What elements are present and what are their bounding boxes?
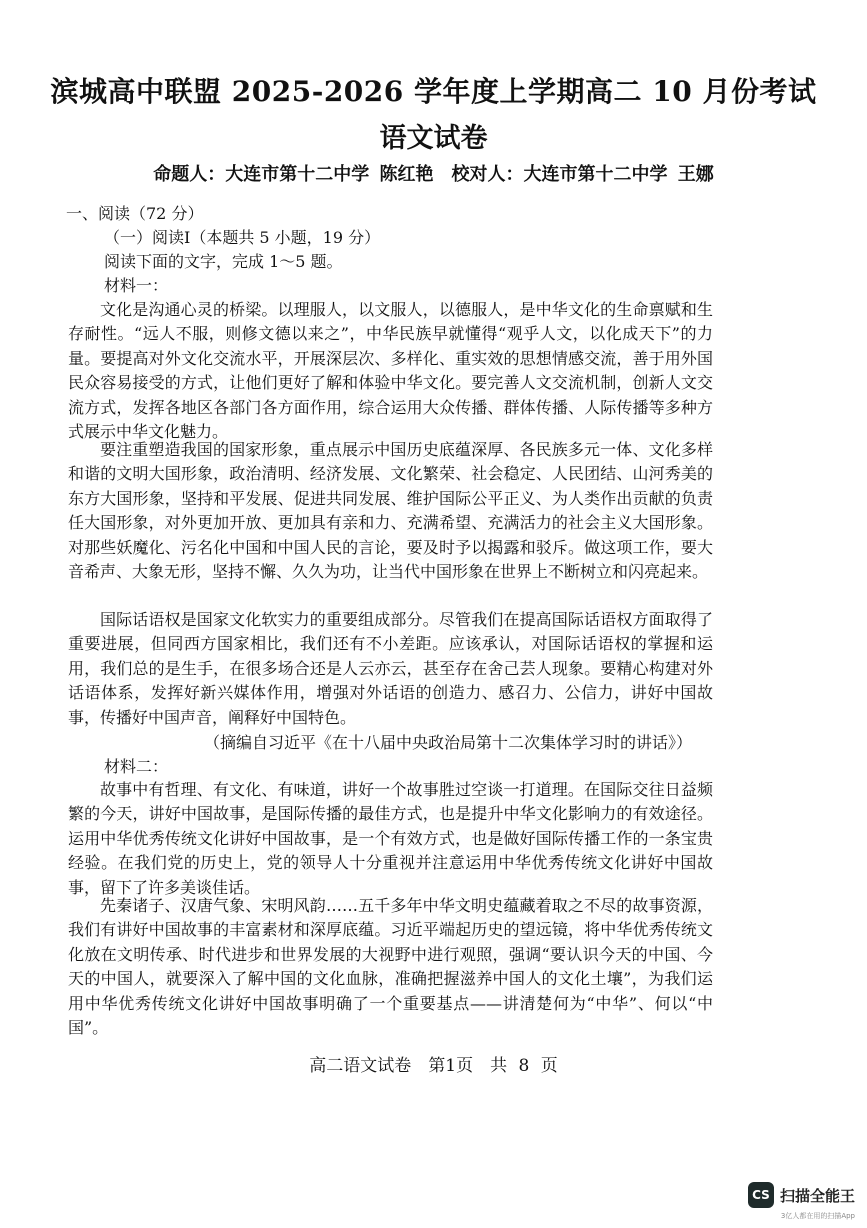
instruction: 阅读下面的文字，完成 1～5 题。 [104, 252, 343, 271]
material1-source: （摘编自习近平《在十八届中央政治局第十二次集体学习时的讲话》） [204, 733, 693, 752]
material2-paragraph-2: 先秦诸子、汉唐气象、宋明风韵……五千多年中华文明史蕴藏着取之不尽的故事资源，我们有讲好中国故事的丰富素材和深厚底蕴。习近平端起历史的望远镜，将中华优秀传统文化放在文明传承、时代进步和世界发展的大视野中进行观照，强调“要认识今天的中国、今天的中国人，就要深入了解中国的文化血脉，准确把握滋养中国人的文化土壤”，为我们运用中华优秀传统文化讲好中国故事明确了一个重要基点——讲清楚何为“中华”、何以“中国”。 [68, 896, 713, 1038]
page-footer: 高二语文试卷 第1页 共 8 页 [309, 1056, 558, 1076]
material1-label: 材料一： [104, 276, 169, 295]
camscanner-logo-icon: CS [748, 1182, 774, 1208]
subject-title: 语文试卷 [379, 123, 488, 154]
material2-label: 材料二： [104, 757, 169, 776]
material1-paragraph-1: 文化是沟通心灵的桥梁。以理服人，以文服人，以德服人，是中华文化的生命禀赋和生存耐性。“远人不服，则修文德以来之”，中华民族早就懂得“观乎人文，以化成天下”的力量。要提高对外文化交流水平，开展深层次、多样化、重实效的思想情感交流，善于用外国民众容易接受的方式，让他们更好了解和体验中华文化。要完善人文交流机制，创新人文交流方式，发挥各地区各部门各方面作用，综合运用大众传播、群体传播、人际传播等多种方式展示中华文化魅力。 [68, 300, 713, 442]
setters-line: 命题人：大连市第十二中学 陈红艳 校对人：大连市第十二中学 王娜 [153, 164, 714, 185]
material1-paragraph-2: 要注重塑造我国的国家形象，重点展示中国历史底蕴深厚、各民族多元一体、文化多样和谐的文明大国形象，政治清明、经济发展、文化繁荣、社会稳定、人民团结、山河秀美的东方大国形象，坚持和平发展、促进共同发展、维护国际公平正义、为人类作出贡献的负责任大国形象，对外更加开放、更加具有亲和力、充满希望、充满活力的社会主义大国形象。对那些妖魔化、污名化中国和中国人民的言论，要及时予以揭露和驳斥。做这项工作，要大音希声、大象无形，坚持不懈、久久为功，让当代中国形象在世界上不断树立和闪亮起来。 [68, 440, 713, 582]
scanner-watermark [748, 1182, 855, 1221]
material2-paragraph-1: 故事中有哲理、有文化、有味道，讲好一个故事胜过空谈一打道理。在国际交往日益频繁的今天，讲好中国故事，是国际传播的最佳方式，也是提升中华文化影响力的有效途径。运用中华优秀传统文化讲好中国故事，是一个有效方式，也是做好国际传播工作的一条宝贵经验。在我们党的历史上，党的领导人十分重视并注意运用中华优秀传统文化讲好中国故事，留下了许多美谈佳话。 [68, 780, 713, 897]
material1-paragraph-3: 国际话语权是国家文化软实力的重要组成部分。尽管我们在提高国际话语权方面取得了重要进展，但同西方国家相比，我们还有不小差距。应该承认，对国际话语权的掌握和运用，我们总的是生手，在很多场合还是人云亦云，甚至存在舍己芸人现象。要精心构建对外话语体系，发挥好新兴媒体作用，增强对外话语的创造力、感召力、公信力，讲好中国故事，传播好中国声音，阐释好中国特色。 [68, 610, 713, 727]
section-heading: 一、阅读（72 分） [66, 204, 204, 223]
watermark-tagline: 3亿人都在用的扫描App [780, 1212, 855, 1220]
watermark-app-name: 扫描全能王 [779, 1186, 855, 1205]
exam-title: 滨城高中联盟 2025-2026 学年度上学期高二 10 月份考试 [50, 75, 817, 108]
sub-heading: （一）阅读Ⅰ（本题共 5 小题，19 分） [104, 228, 381, 247]
